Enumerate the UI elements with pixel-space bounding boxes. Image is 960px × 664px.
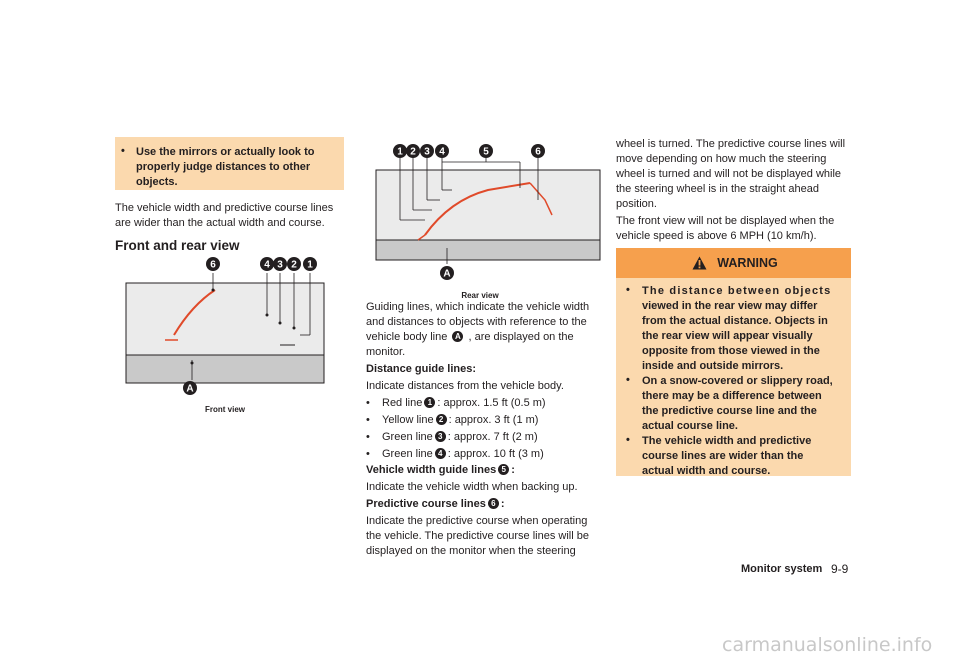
marker-a-icon: A — [452, 331, 463, 342]
bullet: • — [626, 284, 630, 296]
page-number: 9-9 — [831, 562, 849, 576]
warning-item-2-line-3: the predictive course line and the — [642, 405, 817, 417]
list-item: Green line 3 : approx. 7 ft (2 m) — [382, 431, 538, 443]
list-item: • — [366, 397, 370, 409]
list-item: Green line 4 : approx. 10 ft (3 m) — [382, 448, 544, 460]
warning-item-3-line-3: actual width and course. — [642, 465, 771, 477]
intro-line-4: monitor. — [366, 346, 406, 358]
warning-title: WARNING — [717, 256, 778, 270]
front-label-1: 1 — [307, 259, 313, 271]
width-guide-heading: Vehicle width guide lines 5 : — [366, 464, 515, 476]
rear-label-5: 5 — [483, 146, 489, 158]
front-label-4: 4 — [264, 259, 270, 271]
intro-line-2: and distances to objects with reference to the — [366, 316, 587, 328]
warning-box — [616, 248, 851, 476]
bullet: • — [626, 434, 630, 446]
front-label-6: 6 — [210, 259, 216, 271]
rear-label-1: 1 — [397, 146, 403, 158]
caution-callout — [115, 137, 344, 190]
warning-item-1-line-6: inside and outside mirrors. — [642, 360, 784, 372]
rear-marker-a: A — [443, 268, 451, 280]
right-line-1: wheel is turned. The predictive course lines will — [616, 138, 846, 150]
bullet: • — [121, 145, 125, 157]
front-label-2: 2 — [291, 259, 297, 271]
list-item: Yellow line 2 : approx. 3 ft (1 m) — [382, 414, 539, 426]
footer-section-title: Monitor system — [741, 563, 823, 575]
rear-label-6: 6 — [535, 146, 541, 158]
warning-item-1-line-3: from the actual distance. Objects in — [642, 315, 828, 327]
intro-line-3: vehicle body line A , are displayed on the — [366, 331, 574, 343]
rear-label-3: 3 — [424, 146, 430, 158]
list-item: • — [366, 431, 370, 443]
intro-line-1: Guiding lines, which indicate the vehicle width — [366, 301, 590, 313]
right-line-3: wheel is turned and will not be displayed while — [616, 168, 842, 180]
predictive-line-2: the vehicle. The predictive course lines will be — [366, 530, 589, 542]
warning-item-3-line-1: The vehicle width and predictive — [642, 435, 812, 447]
right-line-7: vehicle speed is above 6 MPH (10 km/h). — [616, 230, 817, 242]
width-guide-desc: Indicate the vehicle width when backing up. — [366, 481, 578, 493]
predictive-line-3: displayed on the monitor when the steering — [366, 545, 576, 557]
rear-label-2: 2 — [410, 146, 416, 158]
front-marker-a: A — [186, 383, 194, 395]
rear-label-4: 4 — [439, 146, 445, 158]
right-line-4: the steering wheel is in the straight ahead — [616, 183, 820, 195]
right-line-2: move depending on how much the steering — [616, 153, 827, 165]
list-item: Red line 1 : approx. 1.5 ft (0.5 m) — [382, 397, 546, 409]
predictive-heading: Predictive course lines 6 : — [366, 498, 505, 510]
predictive-line-1: Indicate the predictive course when operating — [366, 515, 588, 527]
warning-item-1-line-5: opposite from those viewed in the — [642, 345, 820, 357]
warning-item-2-line-2: there may be a difference between — [642, 390, 822, 402]
right-line-6: The front view will not be displayed when the — [616, 215, 835, 227]
front-label-3: 3 — [277, 259, 283, 271]
right-line-5: position. — [616, 198, 657, 210]
list-item: • — [366, 414, 370, 426]
distance-guide-heading: Distance guide lines: — [366, 363, 477, 375]
warning-item-1-line-1: The distance between objects — [642, 285, 832, 297]
bullet: • — [626, 374, 630, 386]
warning-item-1-line-4: the rear view will appear visually — [642, 330, 813, 342]
list-item: • — [366, 448, 370, 460]
callout-text: Use the mirrors or actually look to properly judge distances to other objects. — [136, 146, 315, 188]
front-view-diagram — [120, 255, 340, 405]
distance-guide-desc: Indicate distances from the vehicle body. — [366, 380, 564, 392]
warning-item-3-line-2: course lines are wider than the — [642, 450, 804, 462]
warning-item-1-line-2: viewed in the rear view may differ — [642, 300, 818, 312]
rear-view-diagram — [370, 140, 605, 290]
warning-header — [616, 248, 851, 278]
rear-view-caption: Rear view — [461, 291, 499, 300]
section-heading: Front and rear view — [115, 238, 240, 253]
warning-item-2-line-4: actual course line. — [642, 420, 738, 432]
front-view-caption: Front view — [204, 405, 245, 414]
width-note-paragraph: The vehicle width and predictive course lines are wider than the actual width and course. — [115, 202, 334, 229]
warning-item-2-line-1: On a snow-covered or slippery road, — [642, 375, 833, 387]
watermark: carmanualsonline.info — [722, 634, 933, 656]
